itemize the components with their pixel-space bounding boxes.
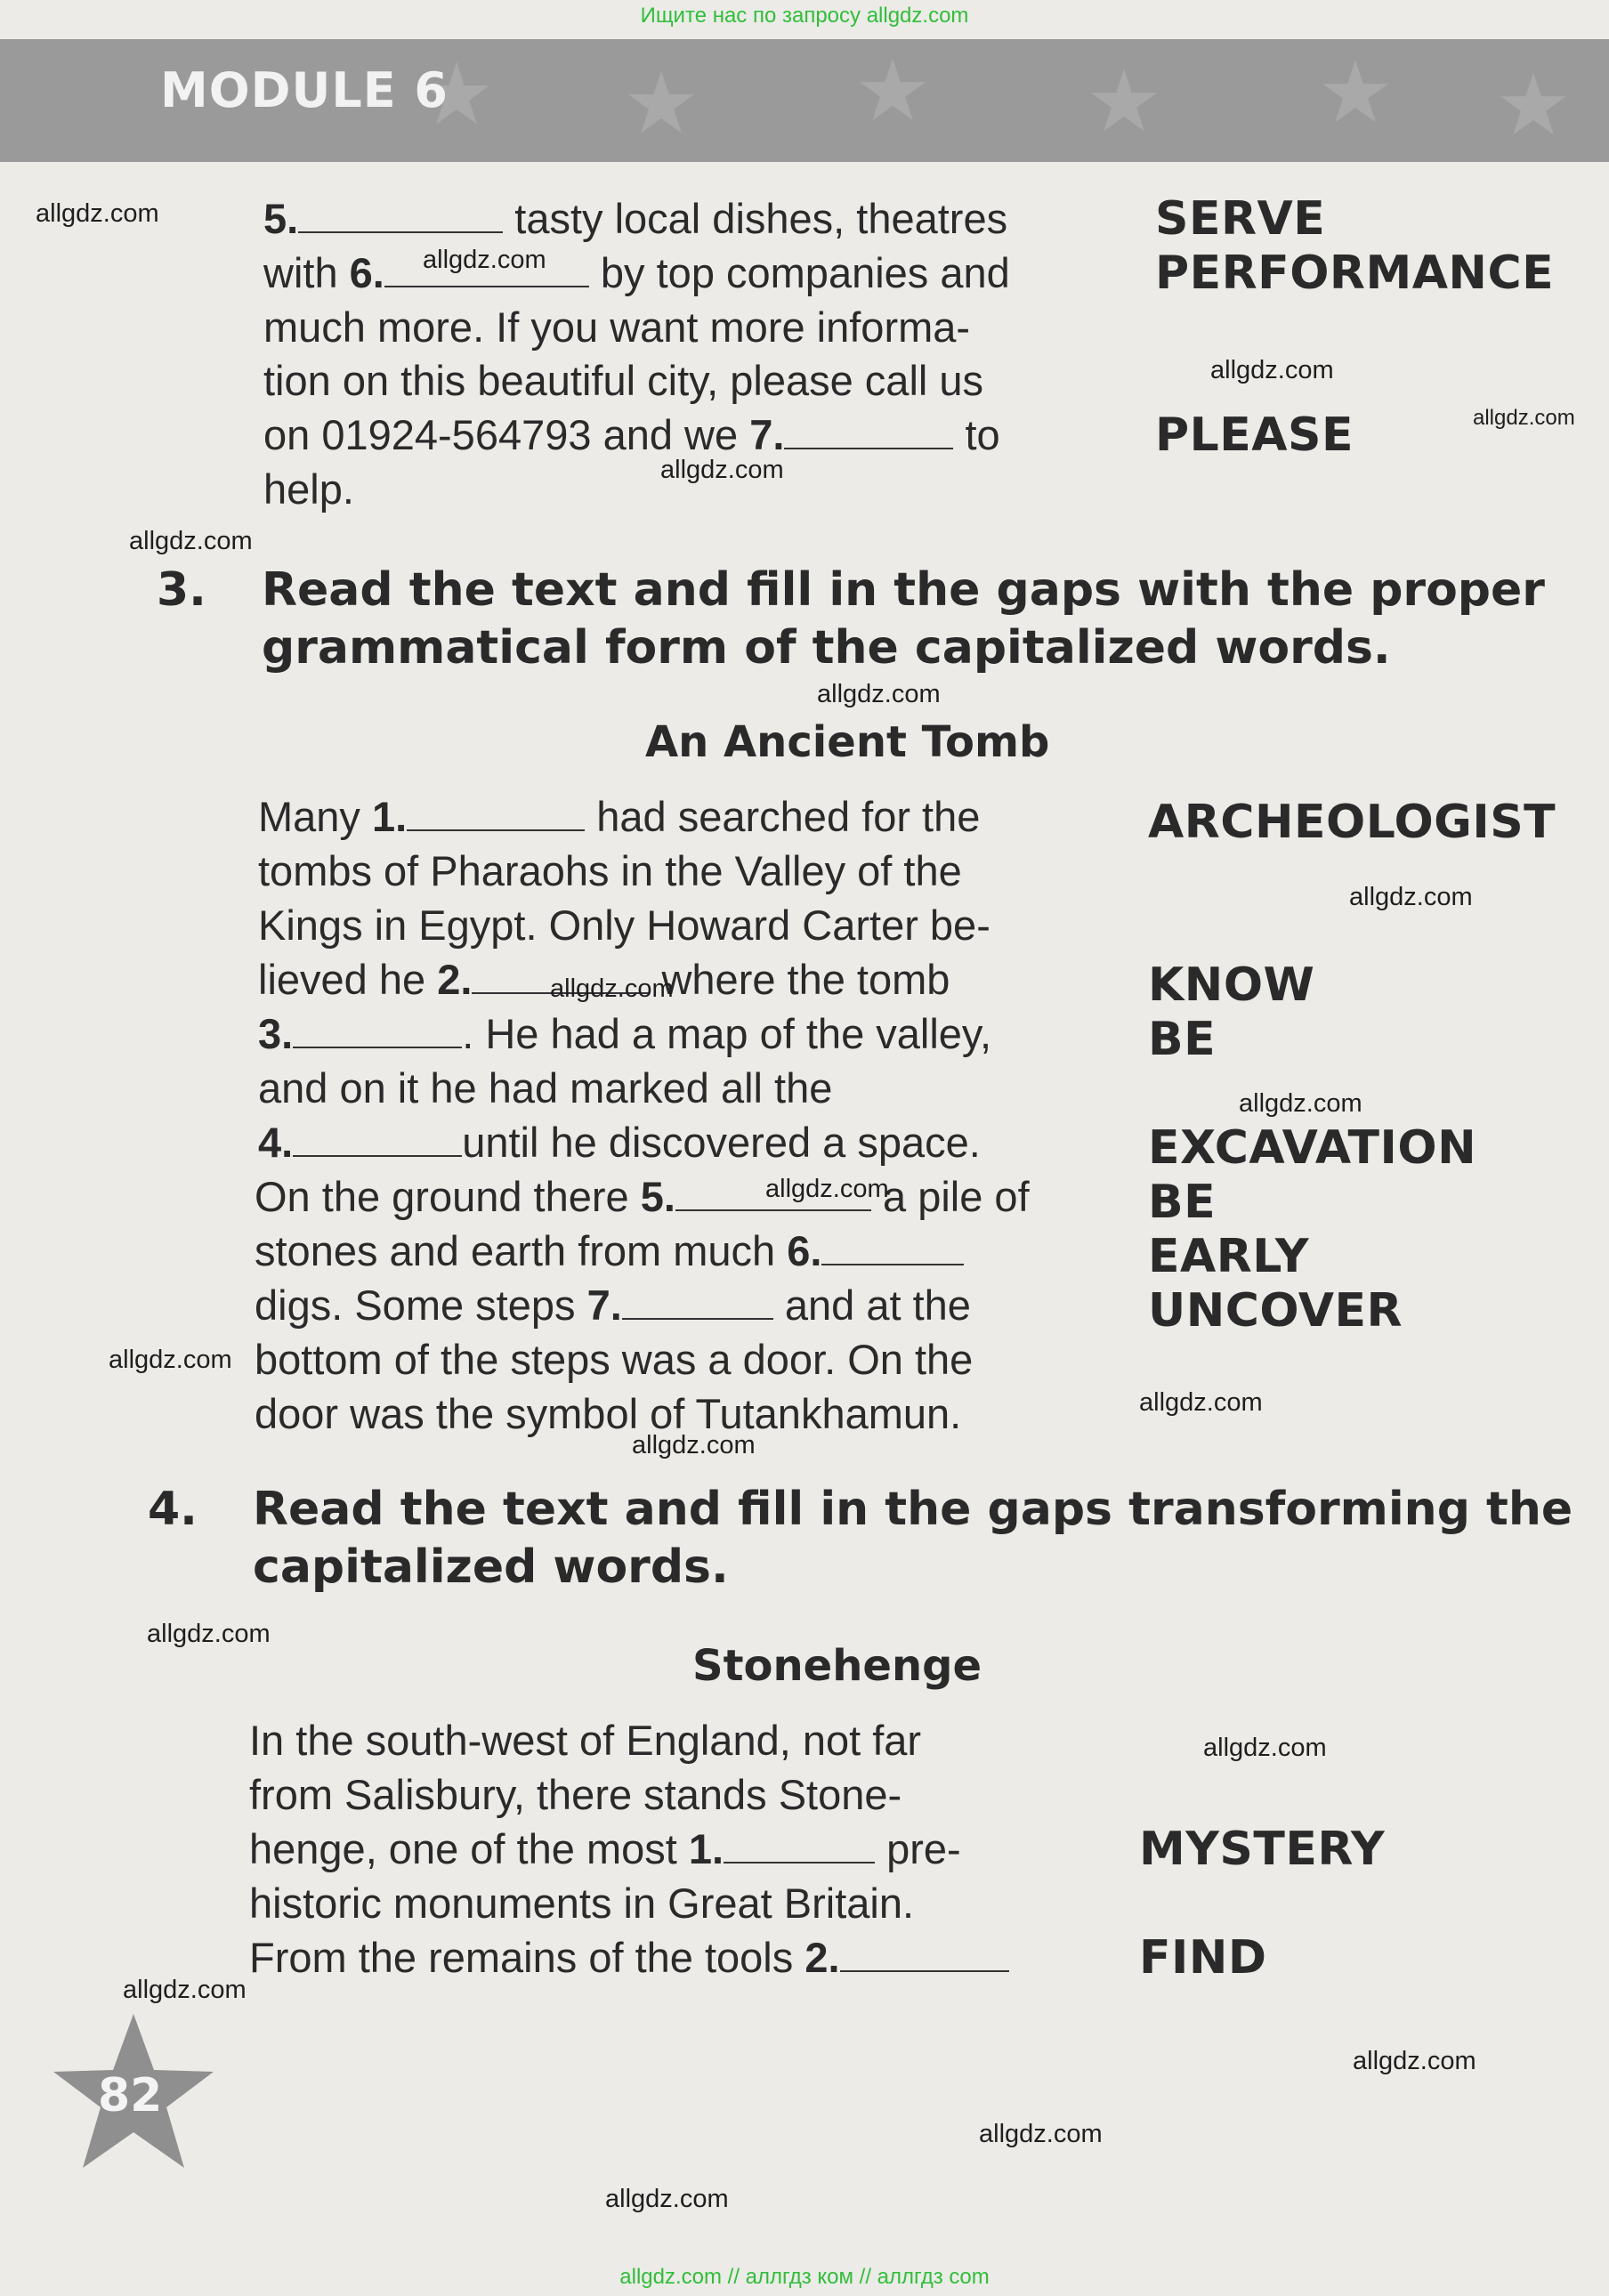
watermark: allgdz.com: [147, 1620, 271, 1648]
watermark: allgdz.com: [1203, 1734, 1327, 1762]
prev-line-1: 5. tasty local dishes, theatres: [263, 195, 1008, 242]
watermark: allgdz.com: [550, 974, 674, 1003]
prev-line-4: tion on this beautiful city, please call us: [263, 357, 984, 404]
text-line: historic monuments in Great Britain.: [249, 1880, 915, 1927]
star-decoration-icon: ★: [1086, 52, 1163, 151]
star-decoration-icon: ★: [1317, 43, 1395, 142]
text-line: Kings in Egypt. Only Howard Carter be-: [258, 901, 990, 949]
watermark: allgdz.com: [979, 2120, 1103, 2148]
capitalized-word: ARCHEOLOGIST: [1148, 796, 1556, 849]
watermark: allgdz.com: [660, 456, 784, 484]
capitalized-word: PLEASE: [1155, 408, 1354, 462]
text-line: 3. . He had a map of the valley,: [258, 1010, 992, 1057]
watermark: allgdz.com: [765, 1175, 889, 1203]
prev-line-3: much more. If you want more informa-: [263, 303, 971, 351]
capitalized-word: SERVE: [1155, 192, 1326, 246]
capitalized-word: UNCOVER: [1148, 1284, 1403, 1338]
watermark: allgdz.com: [36, 199, 159, 228]
watermark: allgdz.com: [605, 2185, 729, 2213]
text-line: 4. until he discovered a space.: [258, 1119, 981, 1166]
task-4-title: Stonehenge: [692, 1641, 982, 1691]
star-decoration-icon: ★: [854, 41, 932, 141]
task-3-instruction: Read the text and fill in the gaps with the proper: [262, 563, 1545, 617]
text-line: door was the symbol of Tutankhamun.: [255, 1390, 962, 1437]
prev-line-6: help.: [263, 465, 354, 513]
prev-line-2: with 6. by top companies and: [263, 249, 1010, 296]
watermark: allgdz.com: [129, 527, 253, 555]
capitalized-word: BE: [1148, 1176, 1217, 1229]
watermark: allgdz.com: [1473, 406, 1575, 430]
capitalized-word: BE: [1148, 1013, 1217, 1066]
task-4-instruction-cont: capitalized words.: [253, 1540, 729, 1594]
capitalized-word: EARLY: [1148, 1230, 1309, 1283]
watermark: allgdz.com: [123, 1976, 247, 2004]
bottom-watermark-note: allgdz.com // аллгдз ком // аллгдз com: [619, 2265, 990, 2289]
task-4-number: 4.: [148, 1483, 198, 1536]
module-title: MODULE 6: [160, 62, 449, 118]
text-line: In the south-west of England, not far: [249, 1717, 922, 1764]
task-3-instruction-cont: grammatical form of the capitalized words.: [262, 621, 1391, 675]
capitalized-word: FIND: [1139, 1931, 1267, 1985]
capitalized-word: MYSTERY: [1139, 1823, 1386, 1876]
capitalized-word: EXCAVATION: [1148, 1121, 1477, 1175]
task-3-number: 3.: [157, 563, 206, 617]
text-line: stones and earth from much 6.: [255, 1225, 964, 1278]
text-line: digs. Some steps 7. and at the: [255, 1281, 971, 1329]
text-line: henge, one of the most 1. pre-: [249, 1825, 961, 1872]
task-3-title: An Ancient Tomb: [645, 717, 1050, 767]
page-number: 82: [98, 2069, 163, 2122]
capitalized-word: PERFORMANCE: [1155, 247, 1555, 300]
text-line: Many 1. had searched for the: [258, 793, 981, 840]
star-decoration-icon: ★: [418, 44, 496, 144]
watermark: allgdz.com: [817, 680, 941, 708]
prev-line-5: on 01924-564793 and we 7. to: [263, 411, 1000, 458]
text-line: tombs of Pharaohs in the Valley of the: [258, 847, 962, 894]
text-line: lieved he 2. where the tomb: [258, 956, 950, 1003]
watermark: allgdz.com: [1139, 1388, 1263, 1417]
watermark: allgdz.com: [109, 1346, 232, 1374]
star-decoration-icon: ★: [1495, 55, 1573, 155]
text-line: and on it he had marked all the: [258, 1064, 833, 1112]
top-watermark-note: Ищите нас по запросу allgdz.com: [640, 4, 969, 28]
watermark: allgdz.com: [1353, 2047, 1476, 2075]
text-line: from Salisbury, there stands Stone-: [249, 1771, 902, 1818]
watermark: allgdz.com: [423, 246, 546, 274]
watermark: allgdz.com: [1210, 356, 1334, 384]
watermark: allgdz.com: [1349, 883, 1473, 911]
watermark: allgdz.com: [632, 1431, 756, 1459]
task-4-instruction: Read the text and fill in the gaps transforming the: [253, 1483, 1573, 1536]
watermark: allgdz.com: [1239, 1089, 1362, 1118]
text-line: On the ground there 5. a pile of: [255, 1173, 1030, 1220]
capitalized-word: KNOW: [1148, 958, 1315, 1012]
text-line: bottom of the steps was a door. On the: [255, 1336, 974, 1383]
text-line: From the remains of the tools 2.: [249, 1931, 1009, 1985]
star-decoration-icon: ★: [623, 53, 700, 153]
